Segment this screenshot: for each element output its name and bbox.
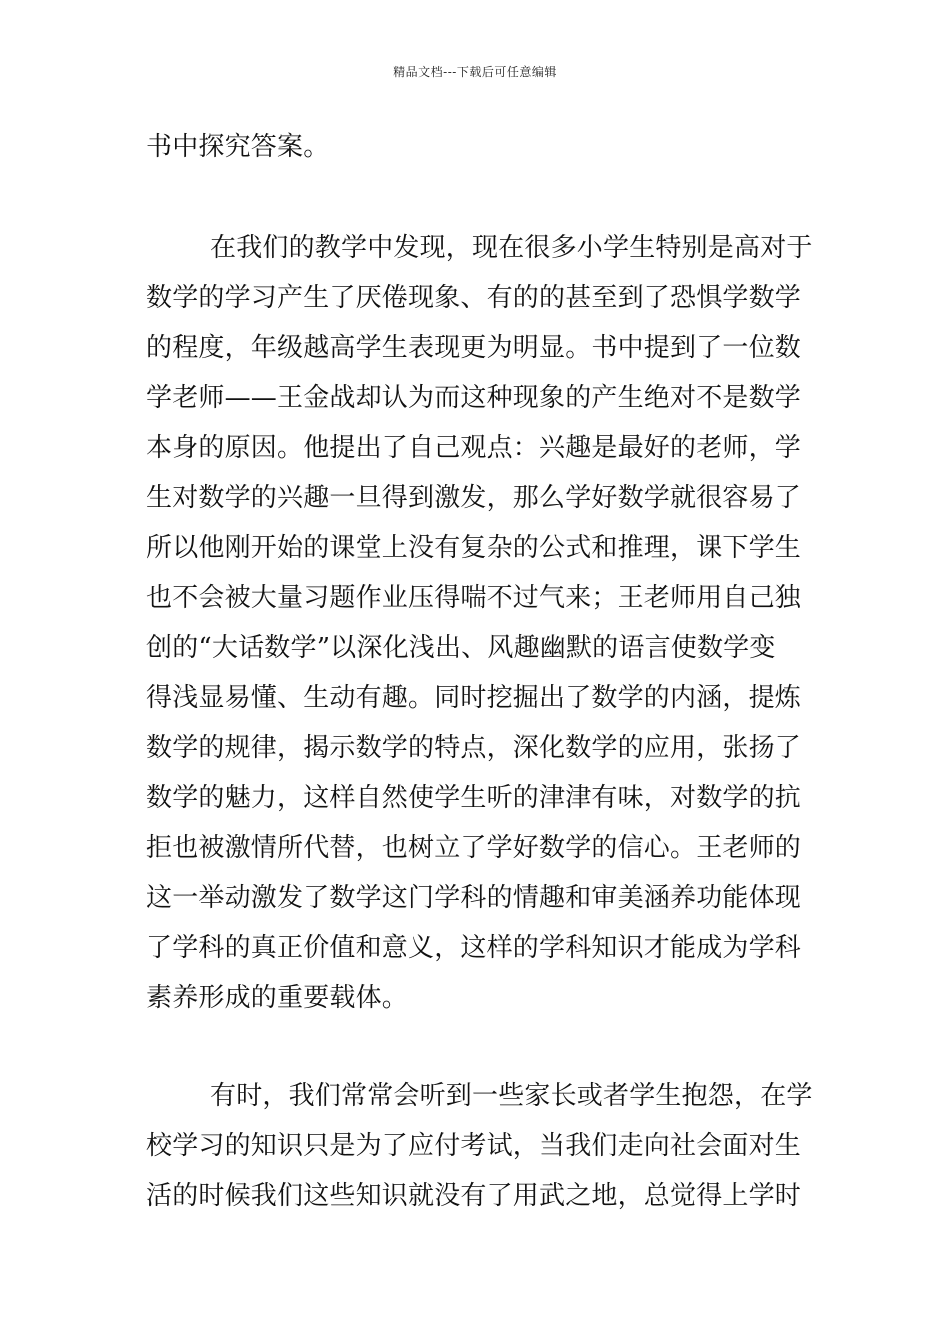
paragraph-line: 所以他刚开始的课堂上没有复杂的公式和推理，课下学生: [146, 533, 802, 563]
paragraph-line: 也不会被大量习题作业压得喘不过气来；王老师用自己独: [146, 583, 802, 613]
page-header: 精品文档---下载后可任意编辑: [393, 65, 557, 79]
paragraph-line: 数学的规律，揭示数学的特点，深化数学的应用，张扬了: [146, 733, 802, 763]
paragraph-line: 素养形成的重要载体。: [146, 983, 409, 1013]
paragraph-line: 得浅显易懂、生动有趣。同时挖掘出了数学的内涵，提炼: [146, 683, 802, 713]
paragraph-line: 拒也被激情所代替，也树立了学好数学的信心。王老师的: [146, 833, 802, 863]
paragraph-line: 学老师——王金战却认为而这种现象的产生绝对不是数学: [146, 383, 802, 413]
paragraph-line: 的程度，年级越高学生表现更为明显。书中提到了一位数: [146, 333, 802, 363]
paragraph-line: 生对数学的兴趣一旦得到激发，那么学好数学就很容易了: [146, 483, 802, 513]
paragraph-line: 在我们的教学中发现，现在很多小学生特别是高对于: [210, 233, 813, 263]
paragraph-line: 创的“大话数学”以深化浅出、风趣幽默的语言使数学变: [146, 633, 776, 663]
paragraph-line: 数学的魅力，这样自然使学生听的津津有味，对数学的抗: [146, 783, 802, 813]
paragraph-line: 这一举动激发了数学这门学科的情趣和审美涵养功能体现: [146, 883, 802, 913]
paragraph-line: 活的时候我们这些知识就没有了用武之地，总觉得上学时: [146, 1181, 802, 1211]
paragraph-line: 本身的原因。他提出了自己观点：兴趣是最好的老师，学: [146, 433, 802, 463]
paragraph-line: 校学习的知识只是为了应付考试，当我们走向社会面对生: [146, 1131, 802, 1161]
paragraph-line: 书中探究答案。: [146, 132, 330, 162]
paragraph-line: 数学的学习产生了厌倦现象、有的的甚至到了恐惧学数学: [146, 283, 802, 313]
paragraph-line: 有时，我们常常会听到一些家长或者学生抱怨，在学: [210, 1081, 813, 1111]
paragraph-line: 了学科的真正价值和意义，这样的学科知识才能成为学科: [146, 933, 802, 963]
